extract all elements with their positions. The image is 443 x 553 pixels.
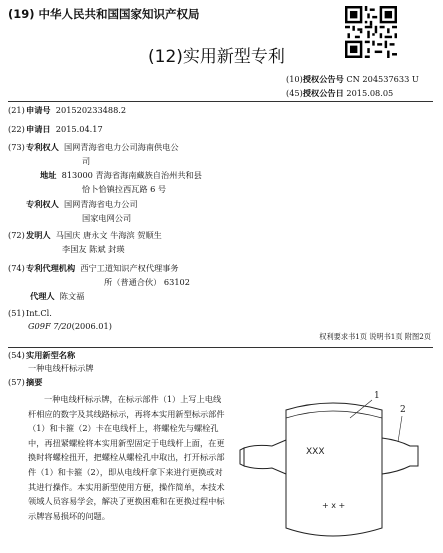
address-line2: 恰卜恰镇拉西瓦路 6 号 <box>82 184 167 194</box>
publication-number <box>286 74 419 85</box>
app-no-value: 201520233488.2 <box>55 105 127 115</box>
inventors-line1: 马国庆 唐永文 牛海滨 贺顺生 <box>55 230 162 240</box>
clamp-ear-left <box>240 448 244 466</box>
holder2-label: 专利权人 <box>26 199 59 209</box>
part-label-1: 1 <box>374 391 380 401</box>
intcl-value: G09F 7/20 <box>28 321 72 331</box>
inventors-code: (72) <box>8 230 25 240</box>
app-date-code: (22) <box>8 124 25 134</box>
int-cl <box>8 307 52 320</box>
middle-divider <box>8 347 433 348</box>
leader-line-1 <box>350 400 372 418</box>
agency <box>8 262 179 275</box>
part-label-2: 2 <box>400 405 406 415</box>
office-header <box>8 6 200 22</box>
inventors-label: 发明人 <box>26 230 51 240</box>
inventors <box>8 229 162 242</box>
app-date-value: 2015.04.17 <box>55 124 103 134</box>
patentee <box>8 141 179 154</box>
pub-date-code: (45) <box>286 88 303 98</box>
holder-line1: 国网青海省电力公司海南供电公 <box>63 142 179 152</box>
application-number <box>8 104 126 117</box>
agency-line1: 西宁工道知识产权代理事务 <box>80 263 179 273</box>
abstract-label: 摘要 <box>26 377 43 387</box>
office-code: (19) <box>8 7 35 21</box>
intcl-code: (51) <box>8 308 25 318</box>
intcl-date: (2006.01) <box>71 321 112 331</box>
sign-part <box>286 403 382 536</box>
sign-mark-top: XXX <box>306 447 325 457</box>
holder2-line2: 国家电网公司 <box>82 213 132 223</box>
agent-value: 陈文福 <box>59 291 85 301</box>
office-name: 中华人民共和国国家知识产权局 <box>38 7 200 21</box>
page-count-info: 权利要求书1页 说明书1页 附图2页 <box>319 332 431 341</box>
publication-date <box>286 88 393 99</box>
utility-model-name <box>8 349 75 362</box>
pub-date-label: 授权公告日 <box>302 88 344 98</box>
sign-inner-curve <box>286 411 382 418</box>
abstract-code: (57) <box>8 377 25 387</box>
inventors-line2: 李国友 陈斌 封瑛 <box>62 244 125 254</box>
intcl-label: Int.Cl. <box>26 308 52 318</box>
qr-code-icon <box>345 6 397 58</box>
app-no-label: 申请号 <box>26 105 51 115</box>
agency-code: (74) <box>8 263 25 273</box>
application-date <box>8 123 103 136</box>
sign-mark-bottom: + x + <box>322 501 346 510</box>
pub-number-value: CN 204537633 U <box>346 74 419 84</box>
holder-code: (73) <box>8 142 25 152</box>
intcl-classification <box>28 320 112 333</box>
patent-drawing <box>232 388 432 548</box>
leader-line-2 <box>398 416 402 442</box>
agent <box>30 290 84 303</box>
abstract-heading <box>8 376 42 389</box>
holder2-line1: 国网青海省电力公司 <box>63 199 138 209</box>
clamp-band-right <box>382 438 418 474</box>
address <box>40 169 202 182</box>
clamp-band <box>244 440 286 474</box>
pub-number-code: (10) <box>286 74 303 84</box>
holder-line2: 司 <box>82 156 91 166</box>
doc-type-label: 实用新型专利 <box>182 47 285 67</box>
holder-label: 专利权人 <box>26 142 59 152</box>
agent-label: 代理人 <box>30 291 55 301</box>
agency-label: 专利代理机构 <box>26 263 76 273</box>
agency-line2: 所（普通合伙） 63102 <box>104 277 190 287</box>
app-no-code: (21) <box>8 105 25 115</box>
address-label: 地址 <box>40 170 57 180</box>
pub-number-label: 授权公告号 <box>302 74 344 84</box>
name-label: 实用新型名称 <box>26 350 76 360</box>
pub-date-value: 2015.08.05 <box>346 88 394 98</box>
doc-code: (12) <box>148 47 183 67</box>
app-date-label: 申请日 <box>26 124 51 134</box>
utility-model-name-value: 一种电线杆标示牌 <box>28 363 94 373</box>
patentee-2 <box>26 198 138 211</box>
name-code: (54) <box>8 350 25 360</box>
abstract-text: 一种电线杆标示牌，在标示部件（1）上写上电线杆相应的数字及其线路标示，再将本实用新型标示部件（1）和卡箍（2）卡在电线杆上，将螺栓先与螺栓孔中，再扭紧螺栓将本实用新型固定于电线杆上面，在更换时将螺栓扭开，把螺栓从螺栓孔中取出，打开标示部件（1）和卡箍（2），即从电线杆拿下来进行更换或对其进行操作。本实用新型使用方便，操作简单，本技术领域人员容易学会，解决了更换困难和在更换过程中标示牌容易损坏的问题。 <box>28 394 225 521</box>
top-divider <box>8 101 433 102</box>
document-type <box>148 42 285 67</box>
address-line1: 813000 青海省海南藏族自治州共和县 <box>61 170 202 180</box>
